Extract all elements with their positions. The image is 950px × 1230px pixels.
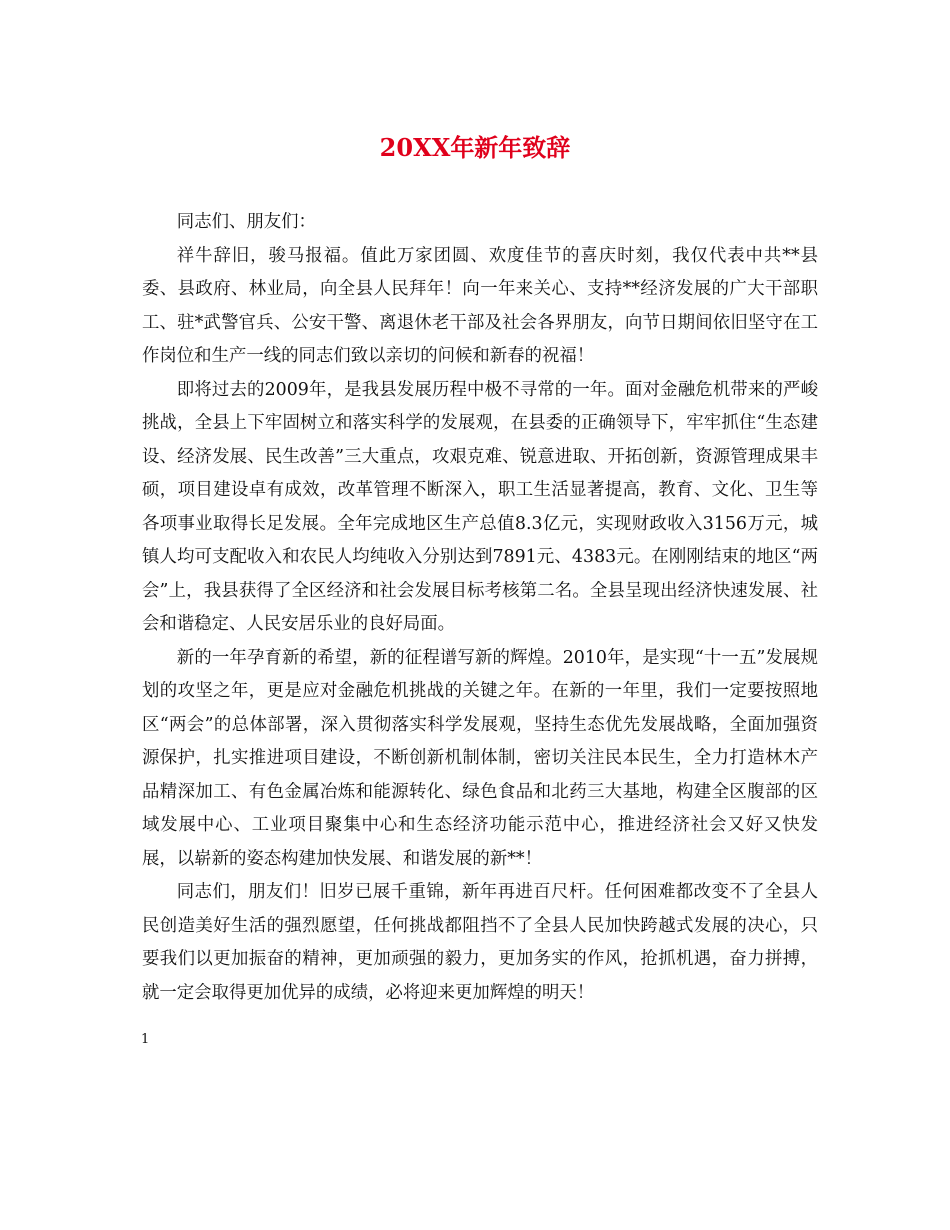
page-number: 1 [141,1032,150,1047]
document-body [142,206,818,1010]
document-title: 20XX年新年致辞 [379,133,571,162]
salutation-paragraph: 同志们、朋友们： [176,212,316,232]
review-paragraph: 即将过去的2009年，是我县发展历程中极不寻常的一年。面对金融危机带来的严峻挑战，全县上下牢固树立和落实科学的发展观，在县委的正确领导下，牢牢抓住“生态建设、经济发展、民生改善”三大重点，攻艰克难、锐意进取、开拓创新，资源管理成果丰硕，项目建设卓有成效，改革管理不断深入，职工生活显著提高，教育、文化、卫生等各项事业取得长足发展。全年完成地区生产总值8.3亿元，实现财政收入3156万元，城镇人均可支配收入和农民人均纯收入分别达到7891元、4383元。在刚刚结束的地区“两会”上，我县获得了全区经济和社会发展目标考核第二名。全县呈现出经济快速发展、社会和谐稳定、人民安居乐业的良好局面。 [142,379,818,634]
outlook-paragraph: 新的一年孕育新的希望，新的征程谱写新的辉煌。2010年，是实现“十一五”发展规划的攻坚之年，更是应对金融危机挑战的关键之年。在新的一年里，我们一定要按照地区“两会”的总体部署，深入贯彻落实科学发展观，坚持生态优先发展战略，全面加强资源保护，扎实推进项目建设，不断创新机制体制，密切关注民本民生，全力打造林木产品精深加工、有色金属冶炼和能源转化、绿色食品和北药三大基地，构建全区腹部的区域发展中心、工业项目聚集中心和生态经济功能示范中心，推进经济社会又好又快发展，以崭新的姿态构建加快发展、和谐发展的新**！ [142,647,818,869]
greeting-paragraph: 祥牛辞旧，骏马报福。值此万家团圆、欢度佳节的喜庆时刻，我仅代表中共**县委、县政府、林业局，向全县人民拜年！向一年来关心、支持**经济发展的广大干部职工、驻*武警官兵、公安干警、离退休老干部及社会各界朋友，向节日期间依旧坚守在工作岗位和生产一线的同志们致以亲切的问候和新春的祝福！ [142,245,818,366]
closing-paragraph: 同志们，朋友们！旧岁已展千重锦，新年再进百尺杆。任何困难都改变不了全县人民创造美好生活的强烈愿望，任何挑战都阻挡不了全县人民加快跨越式发展的决心，只要我们以更加振奋的精神，更加顽强的毅力，更加务实的作风，抢抓机遇，奋力拼搏，就一定会取得更加优异的成绩，必将迎来更加辉煌的明天！ [142,882,818,1003]
